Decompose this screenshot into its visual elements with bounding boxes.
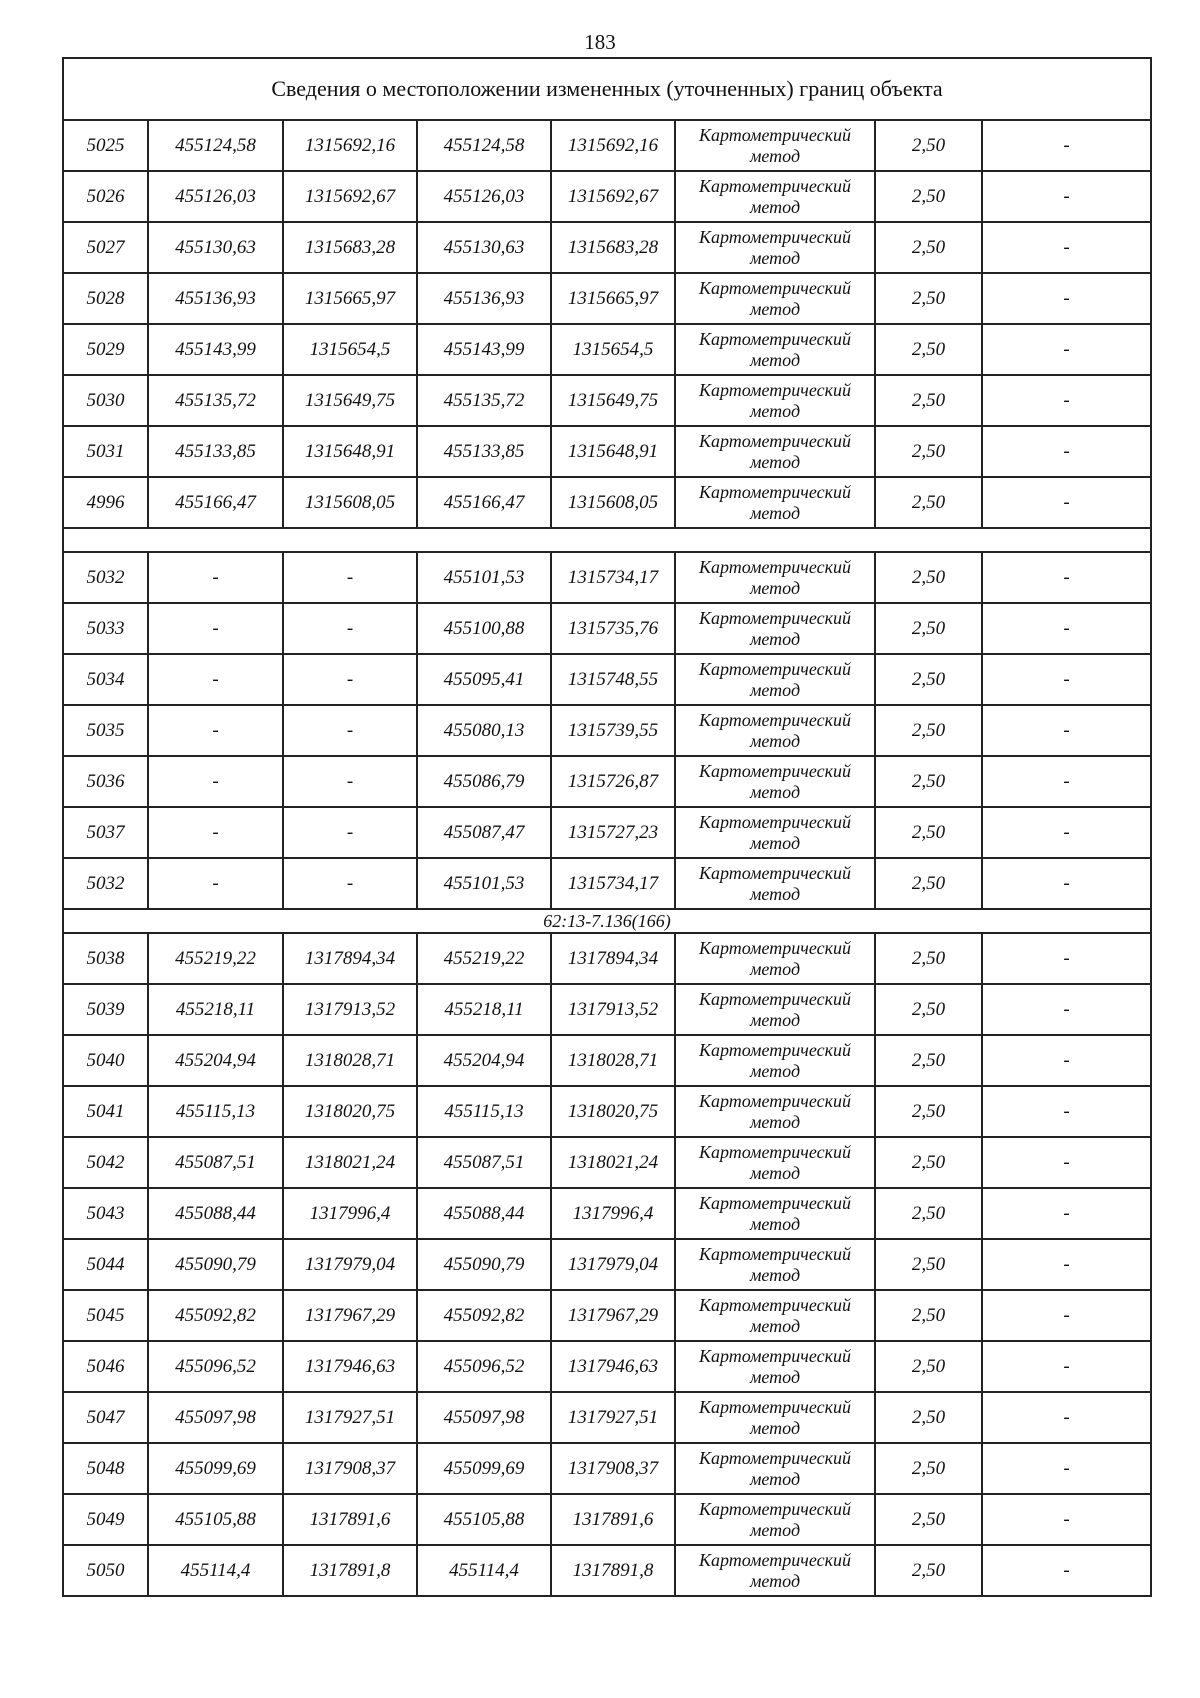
point-number-cell: 5040 [63,1035,148,1086]
table-row [63,756,1151,807]
new-x-cell: 455092,82 [417,1290,551,1341]
precision-cell: 2,50 [875,984,982,1035]
table-row [63,933,1151,984]
precision-cell: 2,50 [875,933,982,984]
method-cell: Картометрический метод [675,1035,875,1086]
old-y-cell: - [283,858,417,909]
new-x-cell: 455090,79 [417,1239,551,1290]
table-row [63,603,1151,654]
old-y-cell: 1317996,4 [283,1188,417,1239]
description-cell: - [982,1086,1151,1137]
point-number-cell: 5027 [63,222,148,273]
description-cell: - [982,1545,1151,1596]
point-number-cell: 5043 [63,1188,148,1239]
point-number-cell: 5032 [63,858,148,909]
old-y-cell: 1317979,04 [283,1239,417,1290]
new-y-cell: 1315683,28 [551,222,675,273]
method-cell: Картометрический метод [675,1239,875,1290]
point-number-cell: 5033 [63,603,148,654]
new-y-cell: 1315692,67 [551,171,675,222]
old-y-cell: 1318021,24 [283,1137,417,1188]
new-y-cell: 1315648,91 [551,426,675,477]
method-cell: Картометрический метод [675,1086,875,1137]
table-title: Сведения о местоположении измененных (уточненных) границ объекта [63,58,1151,120]
point-number-cell: 4996 [63,477,148,528]
description-cell: - [982,120,1151,171]
table-row [63,1086,1151,1137]
new-y-cell: 1317891,6 [551,1494,675,1545]
table-row [63,1392,1151,1443]
new-y-cell: 1315665,97 [551,273,675,324]
old-x-cell: 455218,11 [148,984,283,1035]
old-y-cell: 1317891,8 [283,1545,417,1596]
method-cell: Картометрический метод [675,984,875,1035]
new-x-cell: 455166,47 [417,477,551,528]
method-cell: Картометрический метод [675,705,875,756]
new-x-cell: 455101,53 [417,858,551,909]
new-x-cell: 455219,22 [417,933,551,984]
method-cell: Картометрический метод [675,1341,875,1392]
old-y-cell: 1315665,97 [283,273,417,324]
new-x-cell: 455218,11 [417,984,551,1035]
table-row [63,1545,1151,1596]
method-cell: Картометрический метод [675,756,875,807]
old-x-cell: 455115,13 [148,1086,283,1137]
old-x-cell: 455136,93 [148,273,283,324]
table-row [63,858,1151,909]
table-row [63,984,1151,1035]
point-number-cell: 5034 [63,654,148,705]
point-number-cell: 5038 [63,933,148,984]
description-cell: - [982,1494,1151,1545]
old-y-cell: 1315608,05 [283,477,417,528]
section-label [63,528,1151,552]
method-cell: Картометрический метод [675,1443,875,1494]
point-number-cell: 5031 [63,426,148,477]
description-cell: - [982,426,1151,477]
table-row [63,1035,1151,1086]
new-y-cell: 1315654,5 [551,324,675,375]
new-y-cell: 1317979,04 [551,1239,675,1290]
method-cell: Картометрический метод [675,375,875,426]
method-cell: Картометрический метод [675,273,875,324]
old-y-cell: - [283,552,417,603]
table-row [63,171,1151,222]
new-y-cell: 1317891,8 [551,1545,675,1596]
new-x-cell: 455088,44 [417,1188,551,1239]
point-number-cell: 5036 [63,756,148,807]
new-x-cell: 455204,94 [417,1035,551,1086]
method-cell: Картометрический метод [675,1137,875,1188]
point-number-cell: 5029 [63,324,148,375]
new-x-cell: 455143,99 [417,324,551,375]
old-x-cell: 455133,85 [148,426,283,477]
method-cell: Картометрический метод [675,1290,875,1341]
old-x-cell: 455087,51 [148,1137,283,1188]
old-x-cell: 455126,03 [148,171,283,222]
new-x-cell: 455080,13 [417,705,551,756]
method-cell: Картометрический метод [675,171,875,222]
table-row [63,1494,1151,1545]
point-number-cell: 5050 [63,1545,148,1596]
description-cell: - [982,222,1151,273]
separator-row [63,528,1151,552]
new-x-cell: 455101,53 [417,552,551,603]
new-y-cell: 1317996,4 [551,1188,675,1239]
new-x-cell: 455126,03 [417,171,551,222]
old-x-cell: 455166,47 [148,477,283,528]
description-cell: - [982,705,1151,756]
new-y-cell: 1315748,55 [551,654,675,705]
description-cell: - [982,1035,1151,1086]
old-y-cell: 1318028,71 [283,1035,417,1086]
table-row [63,1341,1151,1392]
precision-cell: 2,50 [875,375,982,426]
point-number-cell: 5028 [63,273,148,324]
precision-cell: 2,50 [875,705,982,756]
new-x-cell: 455105,88 [417,1494,551,1545]
old-x-cell: 455099,69 [148,1443,283,1494]
new-y-cell: 1315692,16 [551,120,675,171]
description-cell: - [982,1290,1151,1341]
table-body [63,58,1151,1596]
table-row [63,120,1151,171]
old-y-cell: 1317913,52 [283,984,417,1035]
method-cell: Картометрический метод [675,324,875,375]
precision-cell: 2,50 [875,1341,982,1392]
new-y-cell: 1315727,23 [551,807,675,858]
table-row [63,552,1151,603]
precision-cell: 2,50 [875,1086,982,1137]
table-row [63,375,1151,426]
point-number-cell: 5046 [63,1341,148,1392]
new-y-cell: 1315734,17 [551,858,675,909]
precision-cell: 2,50 [875,858,982,909]
new-x-cell: 455135,72 [417,375,551,426]
point-number-cell: 5025 [63,120,148,171]
table-row [63,222,1151,273]
description-cell: - [982,273,1151,324]
old-x-cell: 455090,79 [148,1239,283,1290]
old-x-cell: 455124,58 [148,120,283,171]
old-x-cell: 455092,82 [148,1290,283,1341]
old-x-cell: 455204,94 [148,1035,283,1086]
method-cell: Картометрический метод [675,120,875,171]
old-x-cell: - [148,705,283,756]
old-x-cell: 455088,44 [148,1188,283,1239]
precision-cell: 2,50 [875,807,982,858]
method-cell: Картометрический метод [675,807,875,858]
new-y-cell: 1317894,34 [551,933,675,984]
old-y-cell: 1315683,28 [283,222,417,273]
precision-cell: 2,50 [875,1239,982,1290]
description-cell: - [982,375,1151,426]
old-x-cell: 455097,98 [148,1392,283,1443]
precision-cell: 2,50 [875,756,982,807]
precision-cell: 2,50 [875,171,982,222]
new-y-cell: 1315735,76 [551,603,675,654]
old-y-cell: 1315692,67 [283,171,417,222]
table-row [63,1443,1151,1494]
precision-cell: 2,50 [875,477,982,528]
point-number-cell: 5032 [63,552,148,603]
description-cell: - [982,807,1151,858]
new-x-cell: 455136,93 [417,273,551,324]
method-cell: Картометрический метод [675,858,875,909]
new-x-cell: 455133,85 [417,426,551,477]
point-number-cell: 5030 [63,375,148,426]
precision-cell: 2,50 [875,1545,982,1596]
table-row [63,807,1151,858]
old-y-cell: 1315692,16 [283,120,417,171]
new-y-cell: 1318020,75 [551,1086,675,1137]
new-y-cell: 1317913,52 [551,984,675,1035]
precision-cell: 2,50 [875,426,982,477]
new-y-cell: 1317927,51 [551,1392,675,1443]
section-header-row [63,909,1151,933]
precision-cell: 2,50 [875,1392,982,1443]
old-y-cell: - [283,603,417,654]
description-cell: - [982,858,1151,909]
new-y-cell: 1315726,87 [551,756,675,807]
old-x-cell: 455096,52 [148,1341,283,1392]
point-number-cell: 5037 [63,807,148,858]
table-row [63,1137,1151,1188]
precision-cell: 2,50 [875,1137,982,1188]
old-x-cell: - [148,552,283,603]
new-x-cell: 455097,98 [417,1392,551,1443]
method-cell: Картометрический метод [675,1494,875,1545]
point-number-cell: 5042 [63,1137,148,1188]
new-x-cell: 455096,52 [417,1341,551,1392]
boundary-table [62,57,1152,1597]
new-x-cell: 455124,58 [417,120,551,171]
old-x-cell: - [148,603,283,654]
table-row [63,1239,1151,1290]
new-x-cell: 455086,79 [417,756,551,807]
old-x-cell: 455114,4 [148,1545,283,1596]
table-row [63,1290,1151,1341]
old-x-cell: 455135,72 [148,375,283,426]
old-y-cell: 1317927,51 [283,1392,417,1443]
old-y-cell: 1317891,6 [283,1494,417,1545]
description-cell: - [982,552,1151,603]
description-cell: - [982,324,1151,375]
description-cell: - [982,1188,1151,1239]
precision-cell: 2,50 [875,654,982,705]
point-number-cell: 5039 [63,984,148,1035]
method-cell: Картометрический метод [675,603,875,654]
table-row [63,654,1151,705]
old-y-cell: - [283,705,417,756]
method-cell: Картометрический метод [675,552,875,603]
table-row [63,477,1151,528]
precision-cell: 2,50 [875,552,982,603]
new-x-cell: 455087,51 [417,1137,551,1188]
new-x-cell: 455100,88 [417,603,551,654]
method-cell: Картометрический метод [675,222,875,273]
new-y-cell: 1315649,75 [551,375,675,426]
description-cell: - [982,1392,1151,1443]
table-title-row [63,58,1151,120]
new-y-cell: 1318028,71 [551,1035,675,1086]
method-cell: Картометрический метод [675,654,875,705]
old-y-cell: 1317967,29 [283,1290,417,1341]
description-cell: - [982,603,1151,654]
description-cell: - [982,1239,1151,1290]
description-cell: - [982,1137,1151,1188]
table-row [63,1188,1151,1239]
old-y-cell: 1317894,34 [283,933,417,984]
point-number-cell: 5035 [63,705,148,756]
precision-cell: 2,50 [875,324,982,375]
section-label: 62:13-7.136(166) [63,909,1151,933]
page-number: 183 [584,30,616,54]
new-x-cell: 455087,47 [417,807,551,858]
description-cell: - [982,984,1151,1035]
new-x-cell: 455095,41 [417,654,551,705]
new-y-cell: 1318021,24 [551,1137,675,1188]
new-y-cell: 1317967,29 [551,1290,675,1341]
point-number-cell: 5045 [63,1290,148,1341]
table-row [63,426,1151,477]
table-row [63,705,1151,756]
method-cell: Картометрический метод [675,933,875,984]
old-x-cell: 455143,99 [148,324,283,375]
point-number-cell: 5041 [63,1086,148,1137]
precision-cell: 2,50 [875,1443,982,1494]
description-cell: - [982,756,1151,807]
point-number-cell: 5044 [63,1239,148,1290]
new-y-cell: 1315739,55 [551,705,675,756]
new-y-cell: 1317908,37 [551,1443,675,1494]
old-x-cell: - [148,807,283,858]
precision-cell: 2,50 [875,1290,982,1341]
new-x-cell: 455130,63 [417,222,551,273]
description-cell: - [982,654,1151,705]
description-cell: - [982,933,1151,984]
description-cell: - [982,171,1151,222]
new-y-cell: 1315734,17 [551,552,675,603]
table-row [63,324,1151,375]
old-y-cell: 1315648,91 [283,426,417,477]
description-cell: - [982,1341,1151,1392]
precision-cell: 2,50 [875,222,982,273]
new-x-cell: 455114,4 [417,1545,551,1596]
precision-cell: 2,50 [875,1494,982,1545]
point-number-cell: 5049 [63,1494,148,1545]
old-y-cell: 1317946,63 [283,1341,417,1392]
new-y-cell: 1317946,63 [551,1341,675,1392]
old-x-cell: - [148,858,283,909]
old-x-cell: - [148,654,283,705]
method-cell: Картометрический метод [675,426,875,477]
old-x-cell: 455219,22 [148,933,283,984]
method-cell: Картометрический метод [675,1545,875,1596]
method-cell: Картометрический метод [675,1188,875,1239]
description-cell: - [982,477,1151,528]
precision-cell: 2,50 [875,1035,982,1086]
precision-cell: 2,50 [875,120,982,171]
old-y-cell: 1315649,75 [283,375,417,426]
precision-cell: 2,50 [875,603,982,654]
old-x-cell: 455130,63 [148,222,283,273]
point-number-cell: 5048 [63,1443,148,1494]
method-cell: Картометрический метод [675,1392,875,1443]
old-y-cell: - [283,807,417,858]
old-y-cell: 1318020,75 [283,1086,417,1137]
old-y-cell: 1317908,37 [283,1443,417,1494]
old-x-cell: 455105,88 [148,1494,283,1545]
point-number-cell: 5047 [63,1392,148,1443]
description-cell: - [982,1443,1151,1494]
new-y-cell: 1315608,05 [551,477,675,528]
old-y-cell: - [283,756,417,807]
precision-cell: 2,50 [875,1188,982,1239]
method-cell: Картометрический метод [675,477,875,528]
table-row [63,273,1151,324]
point-number-cell: 5026 [63,171,148,222]
new-x-cell: 455099,69 [417,1443,551,1494]
new-x-cell: 455115,13 [417,1086,551,1137]
old-x-cell: - [148,756,283,807]
old-y-cell: 1315654,5 [283,324,417,375]
precision-cell: 2,50 [875,273,982,324]
old-y-cell: - [283,654,417,705]
